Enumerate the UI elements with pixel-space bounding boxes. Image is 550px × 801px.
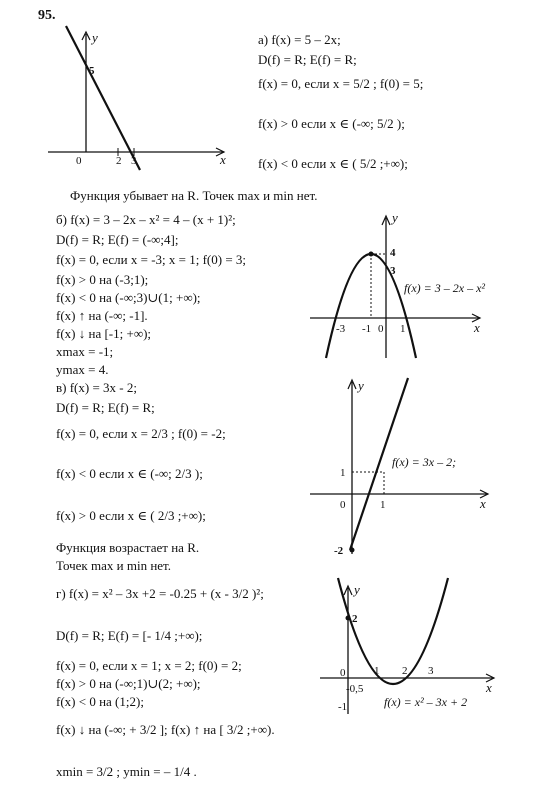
part-a-line3: f(x) = 0, если x = 5/2 ; f(0) = 5;	[258, 76, 424, 91]
graph-g-label-0: 0	[340, 667, 346, 679]
graph-v-y-label: y	[358, 378, 364, 393]
graph-g-label-x2: 2	[402, 665, 408, 677]
part-g-line1: г) f(x) = x² – 3x +2 = -0.25 + (x - 3/2 )²;	[56, 586, 264, 601]
problem-number: 95.	[38, 8, 56, 23]
graph-a-label-0: 0	[76, 155, 82, 167]
part-v-summary2: Точек max и min нет.	[56, 558, 171, 573]
part-v-summary1: Функция возрастает на R.	[56, 540, 200, 555]
graph-b-formula: f(x) = 3 – 2x – x²	[404, 281, 485, 295]
graph-b-label-4: 4	[390, 247, 396, 259]
part-b-line6: f(x) ↑ на (-∞; -1].	[56, 308, 148, 323]
graph-v-label-m2: -2	[334, 545, 344, 557]
part-a-line1: а) f(x) = 5 – 2x;	[258, 32, 341, 47]
part-g-line2: D(f) = R; E(f) = [- 1/4 ;+∞);	[56, 628, 203, 643]
part-b-line4: f(x) > 0 на (-3;1);	[56, 272, 149, 287]
part-b-line9: ymax = 4.	[56, 362, 109, 377]
graph-v-x-label: x	[480, 496, 486, 511]
part-g-line3: f(x) = 0, если x = 1; x = 2; f(0) = 2;	[56, 658, 242, 673]
graph-v	[300, 378, 500, 558]
part-a-summary: Функция убывает на R. Точек max и min нет.	[70, 188, 318, 203]
graph-g-label-m05: -0,5	[346, 683, 364, 695]
part-a-line4: f(x) > 0 если x ∈ (-∞; 5/2 );	[258, 116, 405, 131]
part-v-line4: f(x) < 0 если x ∈ (-∞; 2/3 );	[56, 466, 203, 481]
graph-g-label-3: 3	[428, 665, 434, 677]
graph-g	[316, 580, 506, 720]
graph-b-label-0: 0	[378, 323, 384, 335]
graph-a-y-label: y	[92, 30, 98, 45]
part-g-line7: xmin = 3/2 ; ymin = – 1/4 .	[56, 764, 197, 779]
graph-g-label-1: 1	[374, 665, 380, 677]
graph-b	[300, 208, 500, 368]
graph-v-label-0: 0	[340, 499, 346, 511]
graph-a-x-label: x	[220, 152, 226, 167]
graph-g-y-label: y	[354, 582, 360, 597]
part-a-line5: f(x) < 0 если x ∈ ( 5/2 ;+∞);	[258, 156, 408, 171]
graph-g-formula: f(x) = x² – 3x + 2	[384, 695, 468, 709]
graph-b-x-label: x	[474, 320, 480, 335]
graph-g-label-m1: -1	[338, 701, 348, 713]
graph-v-label-x1: 1	[380, 499, 386, 511]
graph-b-y-label: y	[392, 210, 398, 225]
graph-a-label-2: 2	[116, 155, 122, 167]
part-b-line3: f(x) = 0, если x = -3; x = 1; f(0) = 3;	[56, 252, 247, 267]
part-b-line5: f(x) < 0 на (-∞;3)∪(1; +∞);	[56, 290, 201, 305]
graph-v-label-1: 1	[340, 467, 346, 479]
part-v-line5: f(x) > 0 если x ∈ ( 2/3 ;+∞);	[56, 508, 206, 523]
graph-b-label-3: 3	[390, 265, 396, 277]
graph-a-label-5: 5	[89, 65, 95, 77]
graph-g-label-2: 2	[352, 613, 358, 625]
graph-v-formula: f(x) = 3x – 2;	[392, 455, 457, 469]
part-v-line2: D(f) = R; E(f) = R;	[56, 400, 155, 415]
part-g-line6: f(x) ↓ на (-∞; + 3/2 ]; f(x) ↑ на [ 3/2 ;+∞).	[56, 722, 275, 737]
graph-b-label-m1: -1	[362, 323, 372, 335]
part-a-line2: D(f) = R; E(f) = R;	[258, 52, 357, 67]
graph-a	[40, 22, 240, 182]
part-b-line2: D(f) = R; E(f) = (-∞;4];	[56, 232, 179, 247]
graph-b-label-m3: -3	[336, 323, 346, 335]
part-b-line7: f(x) ↓ на [-1; +∞);	[56, 326, 152, 341]
part-v-line1: в) f(x) = 3x - 2;	[56, 380, 137, 395]
graph-g-x-label: x	[486, 680, 492, 695]
part-g-line5: f(x) < 0 на (1;2);	[56, 694, 144, 709]
graph-a-label-3: 3	[131, 155, 137, 167]
part-b-line1: б) f(x) = 3 – 2x – x² = 4 – (x + 1)²;	[56, 212, 236, 227]
part-v-line3: f(x) = 0, если x = 2/3 ; f(0) = -2;	[56, 426, 226, 441]
part-g-line4: f(x) > 0 на (-∞;1)∪(2; +∞);	[56, 676, 201, 691]
part-b-line8: xmax = -1;	[56, 344, 114, 359]
graph-b-label-1: 1	[400, 323, 406, 335]
